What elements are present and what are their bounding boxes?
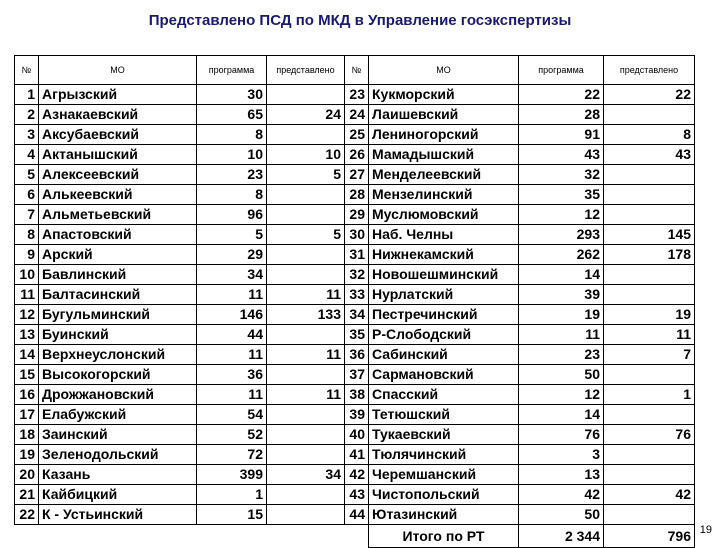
municipality-name: Верхнеуслонский [39,345,197,365]
municipality-name-2: Нижнекамский [369,245,519,265]
submitted-value: 5 [267,225,345,245]
table-row [15,465,695,485]
table-row [15,485,695,505]
page-title: Представлено ПСД по МКД в Управление госэкспертизы [148,12,572,29]
row-number: 15 [15,365,39,385]
program-value: 11 [197,385,267,405]
row-number-2: 44 [345,505,369,525]
submitted-value-2: 8 [604,125,695,145]
municipality-name: Зеленодольский [39,445,197,465]
program-value: 146 [197,305,267,325]
submitted-value-2 [604,365,695,385]
row-number-2: 25 [345,125,369,145]
row-number: 8 [15,225,39,245]
submitted-value [267,245,345,265]
program-value-2: 32 [519,165,604,185]
municipality-name-2: Наб. Челны [369,225,519,245]
submitted-value-2 [604,265,695,285]
municipality-name: Алексеевский [39,165,197,185]
program-value-2: 43 [519,145,604,165]
table-row [15,385,695,405]
submitted-value [267,185,345,205]
header-num-2: № [345,56,369,85]
program-value-2: 262 [519,245,604,265]
municipality-name-2: Р-Слободский [369,325,519,345]
table-row [15,365,695,385]
program-value-2: 22 [519,85,604,105]
header-programma: программа [197,56,267,85]
total-submitted: 796 [604,525,695,548]
table-row [15,245,695,265]
program-value: 44 [197,325,267,345]
program-value: 23 [197,165,267,185]
submitted-value: 11 [267,345,345,365]
total-program: 2 344 [519,525,604,548]
row-number-2: 30 [345,225,369,245]
municipality-name-2: Муслюмовский [369,205,519,225]
municipality-name-2: Кукморский [369,85,519,105]
row-number: 16 [15,385,39,405]
municipality-name: Кайбицкий [39,485,197,505]
header-predstavleno: представлено [267,56,345,85]
table-row [15,325,695,345]
row-number-2: 37 [345,365,369,385]
row-number-2: 36 [345,345,369,365]
program-value: 29 [197,245,267,265]
municipality-name-2: Нурлатский [369,285,519,305]
row-number: 19 [15,445,39,465]
submitted-value [267,265,345,285]
data-table [14,55,695,548]
submitted-value-2: 1 [604,385,695,405]
municipality-name-2: Тетюшский [369,405,519,425]
submitted-value [267,125,345,145]
municipality-name: Высокогорский [39,365,197,385]
submitted-value: 133 [267,305,345,325]
submitted-value: 24 [267,105,345,125]
submitted-value-2 [604,105,695,125]
submitted-value: 34 [267,465,345,485]
table-row [15,265,695,285]
program-value: 15 [197,505,267,525]
table-row [15,345,695,365]
row-number-2: 27 [345,165,369,185]
municipality-name: Бугульминский [39,305,197,325]
program-value-2: 35 [519,185,604,205]
row-number: 18 [15,425,39,445]
program-value: 8 [197,125,267,145]
row-number: 9 [15,245,39,265]
submitted-value [267,505,345,525]
table-row [15,205,695,225]
program-value: 399 [197,465,267,485]
program-value-2: 23 [519,345,604,365]
row-number: 4 [15,145,39,165]
header-num: № [15,56,39,85]
municipality-name-2: Ютазинский [369,505,519,525]
municipality-name: Аксубаевский [39,125,197,145]
municipality-name-2: Менделеевский [369,165,519,185]
program-value-2: 3 [519,445,604,465]
municipality-name: Балтасинский [39,285,197,305]
program-value: 5 [197,225,267,245]
row-number-2: 41 [345,445,369,465]
submitted-value [267,205,345,225]
row-number: 22 [15,505,39,525]
municipality-name: Азнакаевский [39,105,197,125]
program-value: 10 [197,145,267,165]
municipality-name-2: Тукаевский [369,425,519,445]
submitted-value: 5 [267,165,345,185]
row-number: 1 [15,85,39,105]
program-value-2: 11 [519,325,604,345]
row-number-2: 34 [345,305,369,325]
municipality-name-2: Пестречинский [369,305,519,325]
submitted-value-2 [604,285,695,305]
table-row [15,145,695,165]
header-predstavleno-2: представлено [604,56,695,85]
submitted-value-2: 42 [604,485,695,505]
row-number: 12 [15,305,39,325]
page-number: 19 [699,524,712,536]
municipality-name: Арский [39,245,197,265]
submitted-value [267,445,345,465]
municipality-name-2: Сабинский [369,345,519,365]
program-value-2: 50 [519,505,604,525]
municipality-name: Агрызский [39,85,197,105]
program-value: 1 [197,485,267,505]
row-number: 5 [15,165,39,185]
table-row [15,405,695,425]
table-row [15,305,695,325]
table-row [15,185,695,205]
submitted-value-2: 145 [604,225,695,245]
program-value-2: 50 [519,365,604,385]
municipality-name: Буинский [39,325,197,345]
submitted-value [267,365,345,385]
submitted-value-2 [604,465,695,485]
table-row [15,285,695,305]
submitted-value-2: 7 [604,345,695,365]
row-number: 3 [15,125,39,145]
program-value: 96 [197,205,267,225]
submitted-value-2 [604,205,695,225]
program-value-2: 76 [519,425,604,445]
municipality-name-2: Сармановский [369,365,519,385]
municipality-name: Казань [39,465,197,485]
program-value-2: 42 [519,485,604,505]
table-row [15,445,695,465]
row-number: 7 [15,205,39,225]
row-number-2: 33 [345,285,369,305]
program-value: 65 [197,105,267,125]
table-row [15,105,695,125]
submitted-value-2: 43 [604,145,695,165]
table-header-row [15,56,695,85]
row-number: 17 [15,405,39,425]
row-number: 14 [15,345,39,365]
program-value: 34 [197,265,267,285]
municipality-name: Актанышский [39,145,197,165]
program-value: 8 [197,185,267,205]
program-value-2: 12 [519,385,604,405]
row-number-2: 35 [345,325,369,345]
row-number-2: 29 [345,205,369,225]
submitted-value-2: 19 [604,305,695,325]
row-number-2: 42 [345,465,369,485]
program-value-2: 28 [519,105,604,125]
municipality-name-2: Чистопольский [369,485,519,505]
submitted-value [267,325,345,345]
municipality-name-2: Мензелинский [369,185,519,205]
submitted-value-2 [604,445,695,465]
municipality-name-2: Тюлячинский [369,445,519,465]
table-row [15,225,695,245]
submitted-value: 11 [267,285,345,305]
header-programma-2: программа [519,56,604,85]
table-row [15,85,695,105]
municipality-name-2: Новошешминский [369,265,519,285]
program-value-2: 14 [519,405,604,425]
program-value: 11 [197,285,267,305]
submitted-value-2 [604,505,695,525]
row-number-2: 31 [345,245,369,265]
program-value-2: 19 [519,305,604,325]
municipality-name: Алькеевский [39,185,197,205]
program-value-2: 39 [519,285,604,305]
municipality-name: Заинский [39,425,197,445]
program-value-2: 13 [519,465,604,485]
row-number: 10 [15,265,39,285]
row-number-2: 28 [345,185,369,205]
municipality-name: Апастовский [39,225,197,245]
row-number: 2 [15,105,39,125]
row-number-2: 38 [345,385,369,405]
table-row [15,425,695,445]
submitted-value-2 [604,165,695,185]
program-value: 54 [197,405,267,425]
municipality-name: К - Устьинский [39,505,197,525]
program-value: 52 [197,425,267,445]
program-value-2: 14 [519,265,604,285]
municipality-name-2: Спасский [369,385,519,405]
row-number: 21 [15,485,39,505]
total-label: Итого по РТ [369,525,519,548]
program-value-2: 293 [519,225,604,245]
row-number: 20 [15,465,39,485]
header-mo: МО [39,56,197,85]
submitted-value-2: 11 [604,325,695,345]
submitted-value [267,85,345,105]
submitted-value [267,405,345,425]
municipality-name: Альметьевский [39,205,197,225]
row-number-2: 24 [345,105,369,125]
program-value-2: 12 [519,205,604,225]
program-value: 72 [197,445,267,465]
row-number-2: 40 [345,425,369,445]
submitted-value-2: 76 [604,425,695,445]
program-value: 11 [197,345,267,365]
row-number-2: 32 [345,265,369,285]
row-number-2: 39 [345,405,369,425]
total-row [15,525,695,548]
submitted-value: 10 [267,145,345,165]
total-spacer [15,525,369,548]
row-number: 11 [15,285,39,305]
header-mo-2: МО [369,56,519,85]
submitted-value-2 [604,405,695,425]
submitted-value-2 [604,185,695,205]
program-value: 30 [197,85,267,105]
submitted-value [267,425,345,445]
municipality-name-2: Мамадышский [369,145,519,165]
municipality-name-2: Черемшанский [369,465,519,485]
table-row [15,165,695,185]
program-value-2: 91 [519,125,604,145]
table-row [15,125,695,145]
row-number: 13 [15,325,39,345]
row-number-2: 26 [345,145,369,165]
municipality-name-2: Лаишевский [369,105,519,125]
row-number-2: 43 [345,485,369,505]
submitted-value-2: 22 [604,85,695,105]
submitted-value [267,485,345,505]
row-number-2: 23 [345,85,369,105]
table-row [15,505,695,525]
municipality-name: Бавлинский [39,265,197,285]
program-value: 36 [197,365,267,385]
row-number: 6 [15,185,39,205]
municipality-name-2: Лениногорский [369,125,519,145]
submitted-value: 11 [267,385,345,405]
submitted-value-2: 178 [604,245,695,265]
municipality-name: Елабужский [39,405,197,425]
municipality-name: Дрожжановский [39,385,197,405]
